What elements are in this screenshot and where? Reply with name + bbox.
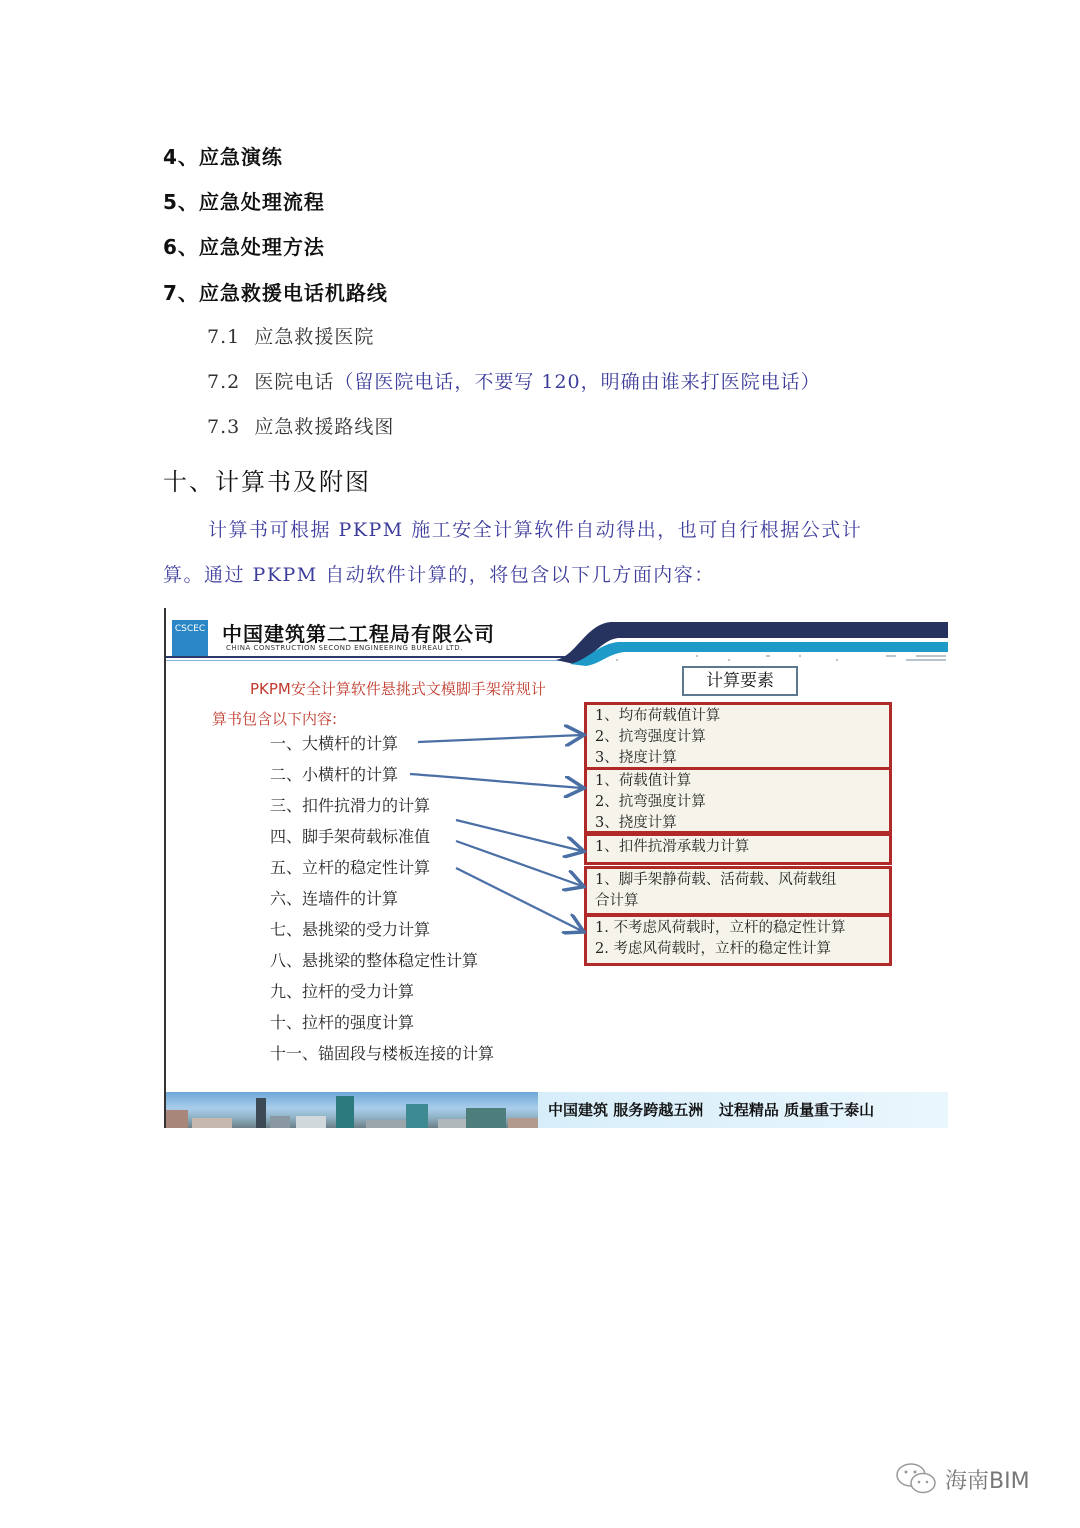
calc-item: 六、连墙件的计算 xyxy=(270,889,399,908)
outline-item-6: 6、应急处理方法 xyxy=(163,235,325,259)
section-paragraph: 计算书可根据 PKPM 施工安全计算软件自动得出，也可自行根据公式计算。通过 PKPM 自动软件计算的，将包含以下几方面内容： xyxy=(163,519,863,586)
section-title: 十、计算书及附图 xyxy=(163,468,371,496)
company-logo: CSCEC xyxy=(172,620,208,658)
arrow-1 xyxy=(418,735,582,742)
calc-item: 八、悬挑梁的整体稳定性计算 xyxy=(270,951,479,970)
subitem-note: （留医院电话，不要写 120，明确由谁来打医院电话） xyxy=(334,371,821,393)
outline-item-5: 5、应急处理流程 xyxy=(163,190,325,214)
watermark-label: 海南BIM xyxy=(945,1468,1030,1494)
calc-item: 四、脚手架荷载标准值 xyxy=(270,827,431,846)
element-box-5: 1. 不考虑风荷载时，立杆的稳定性计算 2. 考虑风荷载时，立杆的稳定性计算 xyxy=(584,914,892,966)
element-box-1: 1、均布荷载值计算 2、抗弯强度计算 3、挠度计算 xyxy=(584,702,892,770)
calc-item: 五、立杆的稳定性计算 xyxy=(270,858,431,877)
calc-item: 一、大横杆的计算 xyxy=(270,734,399,753)
calc-item: 九、拉杆的受力计算 xyxy=(270,982,415,1001)
embedded-slide xyxy=(164,608,948,1128)
element-box-2: 1、荷载值计算 2、抗弯强度计算 3、挠度计算 xyxy=(584,767,892,834)
element-box-3: 1、扣件抗滑承载力计算 xyxy=(584,833,892,865)
arrow-2 xyxy=(410,774,582,788)
calc-item: 十一、锚固段与楼板连接的计算 xyxy=(270,1044,495,1063)
calc-item: 十、拉杆的强度计算 xyxy=(270,1013,415,1032)
outline-subitem-7-2: 7.2 医院电话（留医院电话，不要写 120，明确由谁来打医院电话） xyxy=(207,371,821,393)
slide-title-line2: 算书包含以下内容: xyxy=(212,710,338,728)
arrow-5 xyxy=(456,868,582,931)
city-skyline-banner xyxy=(166,1092,538,1128)
wechat-icon xyxy=(895,1462,939,1496)
element-box-4: 1、脚手架静荷载、活荷载、风荷载组 合计算 xyxy=(584,866,892,916)
watermark xyxy=(895,1462,1030,1496)
outline-item-4: 4、应急演练 xyxy=(163,145,283,169)
company-name-en: CHINA CONSTRUCTION SECOND ENGINEERING BUREAU LTD. xyxy=(226,644,463,652)
outline-subitem-7-3: 7.3 应急救援路线图 xyxy=(207,416,395,438)
calc-item: 二、小横杆的计算 xyxy=(270,765,399,784)
arrow-4 xyxy=(456,841,582,886)
footer-slogan: 中国建筑 服务跨越五洲 过程精品 质量重于泰山 xyxy=(538,1092,948,1128)
calc-item: 三、扣件抗滑力的计算 xyxy=(270,796,431,815)
arrows-overlay xyxy=(166,608,948,1008)
arrow-3 xyxy=(456,820,582,851)
calc-item: 七、悬挑梁的受力计算 xyxy=(270,920,431,939)
slide-title-line1: PKPM安全计算软件悬挑式文模脚手架常规计 xyxy=(250,680,546,698)
outline-item-7: 7、应急救援电话机路线 xyxy=(163,281,388,305)
outline-subitem-7-1: 7.1 应急救援医院 xyxy=(207,326,375,348)
company-name-cn: 中国建筑第二工程局有限公司 xyxy=(222,622,495,646)
elements-label-box: 计算要素 xyxy=(682,666,798,696)
